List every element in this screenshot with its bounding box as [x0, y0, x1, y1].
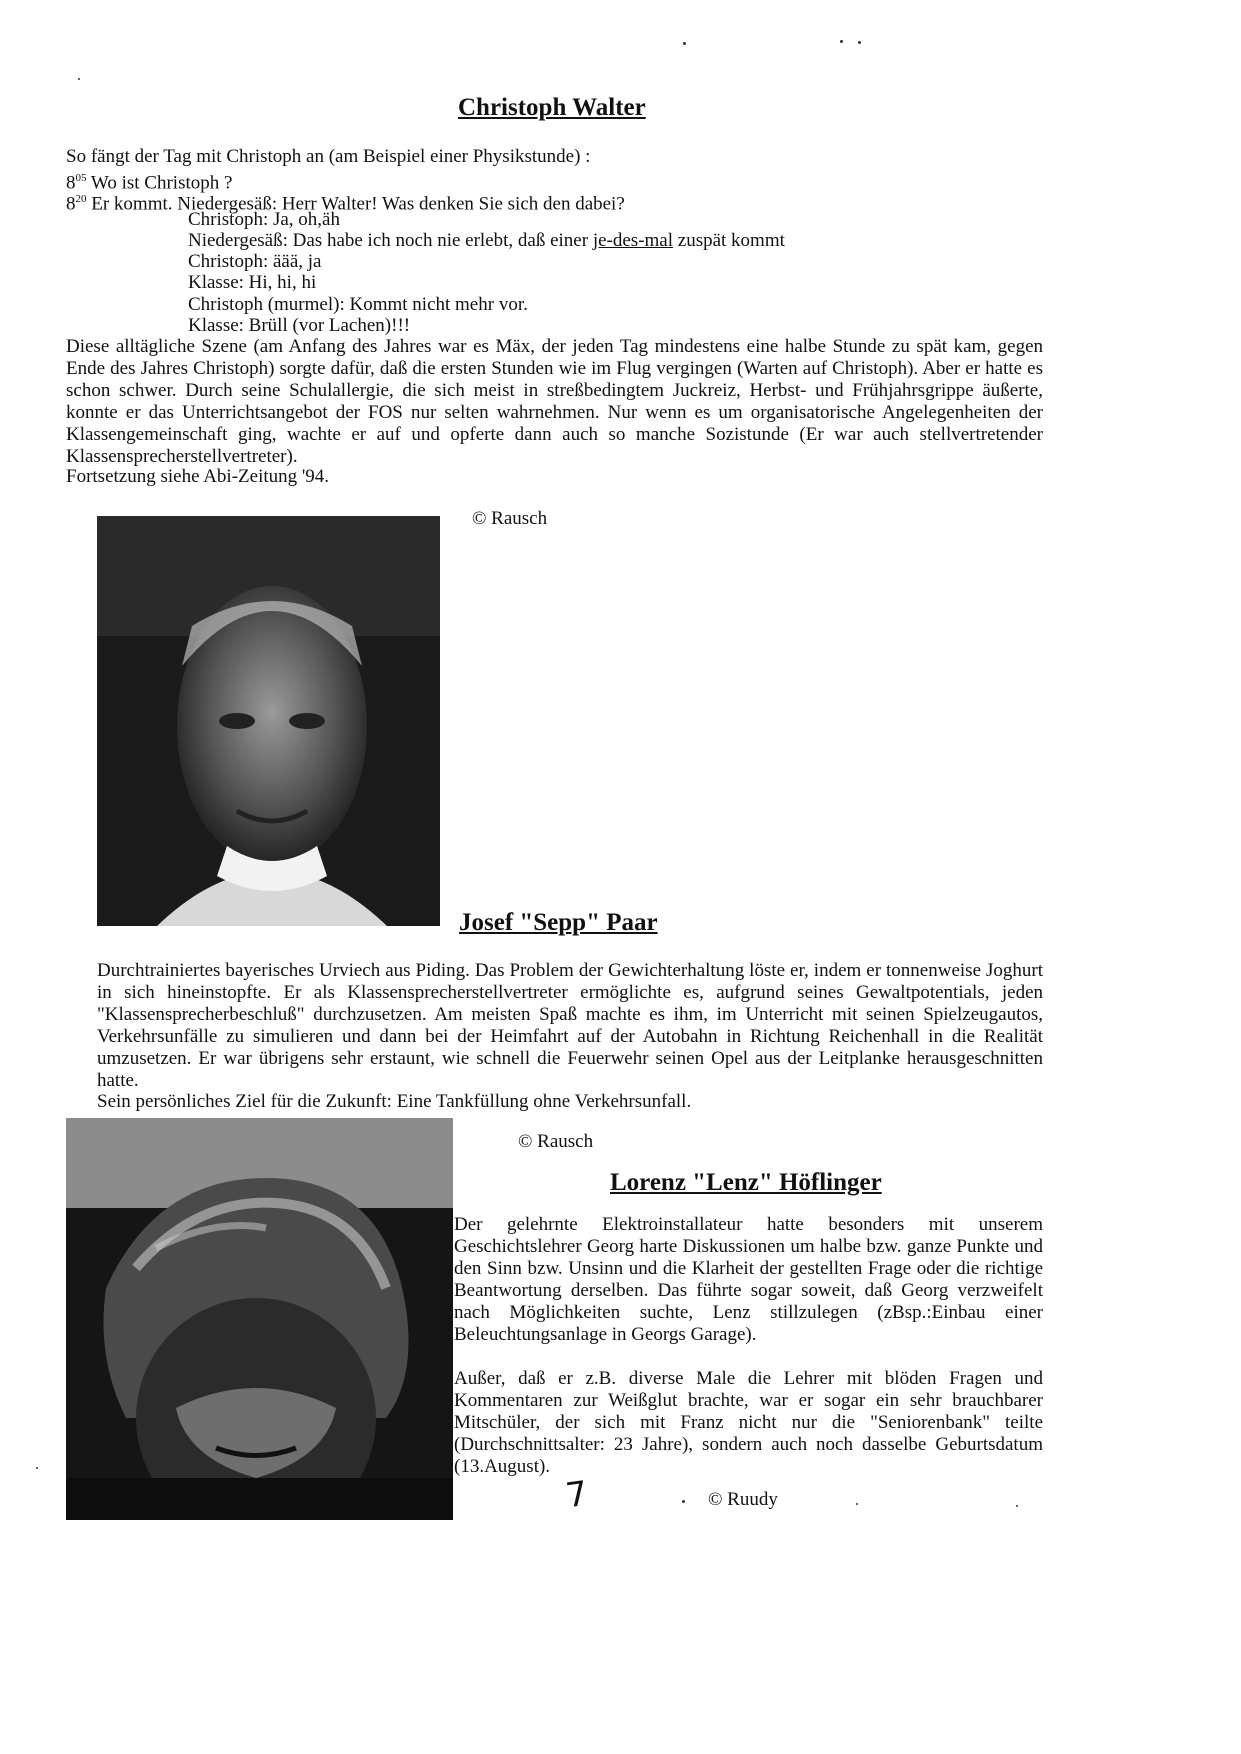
dialog-line-5: Christoph (murmel): Kommt nicht mehr vor.	[188, 294, 528, 315]
scan-speck	[840, 40, 843, 43]
scan-speck	[36, 1467, 38, 1469]
dialog-line-2	[188, 230, 785, 252]
intro-line: So fängt der Tag mit Christoph an (am Beispiel einer Physikstunde) :	[66, 146, 591, 167]
lorenz-paragraph-1: Der gelehrnte Elektroinstallateur hatte besonders mit unserem Geschichtslehrer Georg harte Diskussionen um halbe bzw. ganze Punkte und den Sinn bzw. Unsinn und die Klarheit der gestellten Frage oder die richtige Beantwortung derselben. Das führte sogar soweit, daß Georg verzweifelt nach Möglichkeiten suchte, Lenz stillzulegen (zBsp.:Einbau einer Beleuchtungsanlage in Georgs Garage).	[454, 1214, 1043, 1345]
portrait-photo-lorenz	[66, 1118, 453, 1520]
heading-lorenz-hoeflinger: Lorenz "Lenz" Höflinger	[610, 1169, 882, 1196]
time-hour: 8	[66, 172, 76, 194]
scan-speck	[78, 78, 80, 80]
christoph-paragraph: Diese alltägliche Szene (am Anfang des Jahres war es Mäx, der jeden Tag mindestens eine halbe Stunde zu spät kam, gegen Ende des Jahres Christoph) sorgte dafür, daß die ersten Stunden wie im Flug vergingen (Warten auf Christoph). Aber er hatte es schon schwer. Durch seine Schulallergie, die sich meist in streßbedingtem Juckreiz, Herbst- und Frühjahrsgrippe äußerte, konnte er das Unterrichtsangebot der FOS nur selten wahrnehmen. Nur wenn es um organisatorische Angelegenheiten der Klassengemeinschaft ging, wachte er auf und opferte dann auch so manche Sozistunde (Er war auch stellvertretender Klassensprecherstellvertreter).	[66, 336, 1043, 467]
credit-rausch-1: © Rausch	[472, 508, 548, 529]
dialog-text: Niedergesäß: Das habe ich noch nie erlebt, daß einer	[188, 230, 593, 251]
scan-speck	[682, 1500, 685, 1503]
josef-goal: Sein persönliches Ziel für die Zukunft: Eine Tankfüllung ohne Verkehrsunfall.	[97, 1091, 692, 1112]
scan-speck	[856, 1503, 858, 1505]
josef-paragraph: Durchtrainiertes bayerisches Urviech aus Piding. Das Problem der Gewichterhaltung löste er, indem er tonnenweise Joghurt in sich hineinstopfte. Er als Klassensprecherstellvertreter ermöglichte es, aufgrund seines Gewaltpotentials, jeden "Klassensprecherbeschluß" durchzusetzen. Am meisten Spaß machte es ihm, im Unterricht mit seinen Spielzeugautos, Verkehrsunfälle zu simulieren und dann bei der Heimfahrt auf der Autobahn in Richtung Reichenhall in die Realität umzusetzen. Er war übrigens sehr erstaunt, wie schnell die Feuerwehr seinen Opel aus der Leitplanke herausgeschnitten hatte.	[97, 960, 1043, 1091]
dialog-line-1: Christoph: Ja, oh,äh	[188, 209, 340, 230]
time-minute: 20	[75, 193, 87, 205]
dialog-text: zuspät kommt	[673, 230, 785, 251]
time-minute: 05	[75, 172, 87, 184]
scan-speck	[683, 42, 686, 45]
heading-josef-paar: Josef "Sepp" Paar	[459, 909, 658, 936]
dialog-emphasis: je-des-mal	[592, 230, 674, 251]
dialog-line-6: Klasse: Brüll (vor Lachen)!!!	[188, 315, 411, 336]
portrait-photo-josef	[97, 516, 440, 926]
continuation-note: Fortsetzung siehe Abi-Zeitung '94.	[66, 466, 330, 487]
lorenz-paragraph-2: Außer, daß er z.B. diverse Male die Lehrer mit blöden Fragen und Kommentaren zur Weißglut brachte, war er sogar ein sehr brauchbarer Mitschüler, der sich mit Franz nicht nur die "Seniorenbank" teilte (Durchschnittsalter: 23 Jahre), sondern auch noch dasselbe Geburtsdatum (13.August).	[454, 1368, 1043, 1477]
heading-christoph-walter: Christoph Walter	[458, 94, 646, 121]
line-text: Wo ist Christoph ?	[90, 172, 233, 194]
dialog-line-3: Christoph: äää, ja	[188, 251, 322, 272]
page-number-handwritten: 7	[563, 1473, 591, 1517]
credit-ruudy: © Ruudy	[708, 1489, 778, 1510]
time-hour: 8	[66, 193, 76, 215]
line-text: Er kommt. Niedergesäß: Herr Walter! Was denken Sie sich den dabei?	[91, 193, 625, 215]
time-line-2	[66, 188, 625, 215]
dialog-line-4: Klasse: Hi, hi, hi	[188, 272, 317, 293]
scan-speck	[1016, 1505, 1018, 1507]
credit-rausch-2: © Rausch	[518, 1131, 594, 1152]
scan-speck	[858, 41, 861, 44]
